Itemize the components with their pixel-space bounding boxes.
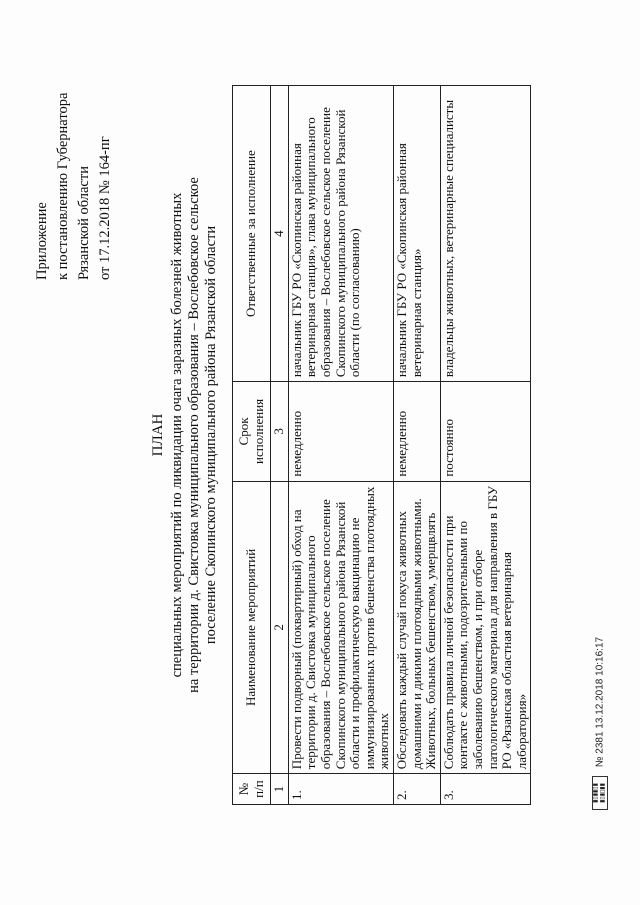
table-row <box>393 86 440 805</box>
row-action: Провести подворный (поквартирный) обход на территории д. Свистовка муниципального образования – Вослебовское сельское поселение Скопинского муниципального района Рязанской области и профилактическую вакцинацию не иммунизированных против бешенства плотоядных животных <box>288 481 393 774</box>
row-term: немедленно <box>393 382 440 482</box>
row-responsible: начальник ГБУ РО «Скопинская районная ветеринарная станция» <box>393 86 440 382</box>
table-row <box>440 86 531 805</box>
barcode-seal-icon: ▮▯▮▮▯▮ ▮▯▮▯▮▮ <box>592 776 608 810</box>
column-number-row <box>271 86 289 805</box>
plan-heading: ПЛАН <box>150 413 166 457</box>
appendix-title: Приложение <box>34 202 50 280</box>
header-action: Наименование мероприятий <box>233 481 271 774</box>
row-term: немедленно <box>288 382 393 482</box>
appendix-line: к постановлению Губернатора <box>55 92 71 280</box>
document-title <box>150 95 220 775</box>
title-line: на территории д. Свистовка муниципального образования – Вослебовское сельское <box>186 177 202 693</box>
row-responsible: владельцы животных, ветеринарные специалисты <box>440 86 531 382</box>
table-row <box>288 86 393 805</box>
header-responsible: Ответственные за исполнение <box>233 86 271 382</box>
col-number: 2 <box>271 481 289 774</box>
appendix-block <box>32 40 116 280</box>
header-term: Срок исполнения <box>233 382 271 482</box>
title-line: специальных мероприятий по ликвидации очага заразных болезней животных <box>169 192 185 678</box>
col-number: 4 <box>271 86 289 382</box>
registration-stamp <box>592 637 608 810</box>
row-number: 3. <box>440 774 531 805</box>
col-number: 1 <box>271 774 289 805</box>
row-term: постоянно <box>440 382 531 482</box>
appendix-line: Рязанской области <box>76 166 92 280</box>
appendix-line: от 17.12.2018 № 164-пг <box>97 136 113 280</box>
row-action: Соблюдать правила личной безопасности при контакте с животными, подозрительными по заболеванию бешенством, и при отборе патологического материала для направления в ГБУ РО «Рязанская областная ветеринарная лаборатория» <box>440 481 531 774</box>
header-number: № п/п <box>233 774 271 805</box>
row-action: Обследовать каждый случай покуса животных домашними и дикими плотоядными животными. Животных, больных бешенством, умерщвлять <box>393 481 440 774</box>
stamp-text: № 2381 13.12.2018 10:16:17 <box>594 636 606 768</box>
row-number: 2. <box>393 774 440 805</box>
row-number: 1. <box>288 774 393 805</box>
measures-table <box>232 85 531 805</box>
table-header-row <box>233 86 271 805</box>
row-responsible: начальник ГБУ РО «Скопинская районная ветеринарная станция», глава муниципального образования – Вослебовское сельское поселение Скопинского муниципального района Рязанской области (по согласованию) <box>288 86 393 382</box>
title-line: поселение Скопинского муниципального района Рязанской области <box>203 225 219 645</box>
col-number: 3 <box>271 382 289 482</box>
